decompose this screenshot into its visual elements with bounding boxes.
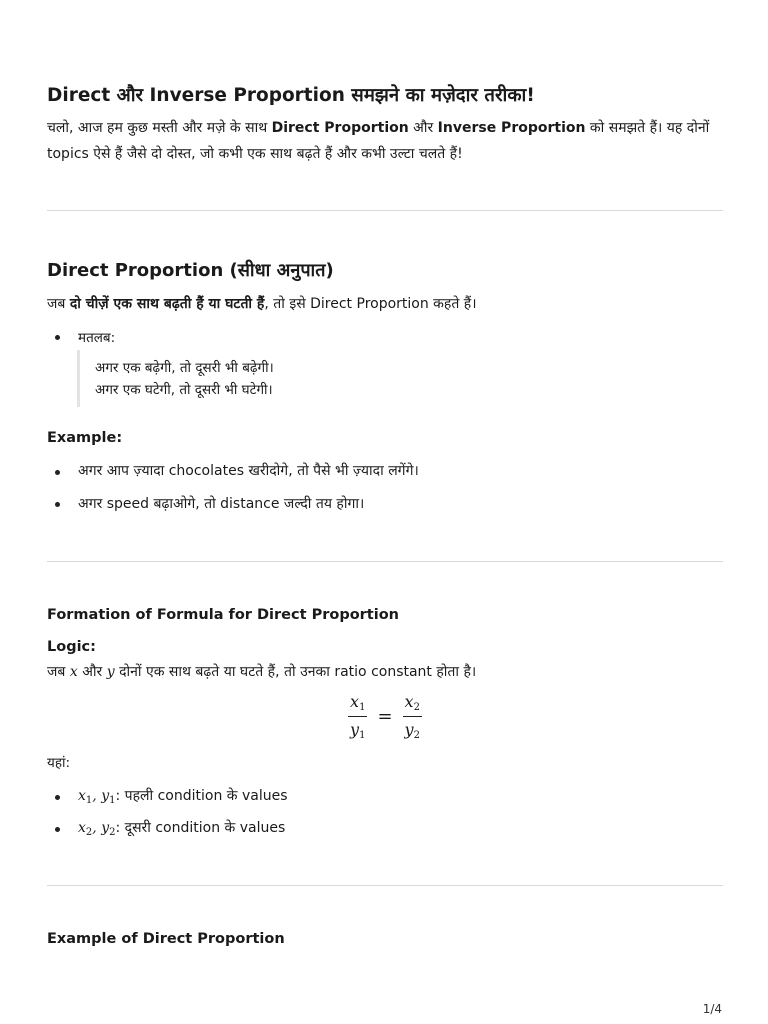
logic-label: Logic: [47, 639, 96, 655]
meaning-label: मतलब: [78, 330, 116, 346]
condition-item-2: $x_2$, $y_2$: दूसरी condition के values [78, 820, 286, 838]
bullet-dot [55, 335, 60, 340]
direct-definition: जब दो चीज़ें एक साथ बढ़ती हैं या घटती हैं, तो इसे Direct Proportion कहते हैं। [47, 296, 477, 312]
ratio-formula [47, 692, 723, 741]
direct-heading: Direct Proportion (सीधा अनुपात) [47, 260, 334, 281]
bullet-dot [55, 827, 60, 832]
quote-line-2: अगर एक घटेगी, तो दूसरी भी घटेगी। [95, 382, 273, 398]
divider [47, 885, 723, 886]
fraction-2: $\frac{x_2}{y_2}$ [404, 692, 420, 741]
page-number: 1/4 [702, 1002, 722, 1016]
logic-text: जब x और y दोनों एक साथ बढ़ते या घटते हैं, तो उनका ratio constant होता है। [47, 664, 477, 680]
bullet-dot [55, 502, 60, 507]
divider [47, 561, 723, 562]
fraction-1: $\frac{x_1}{y_1}$ [350, 692, 366, 741]
blockquote-bar [77, 350, 80, 407]
formula-heading: Formation of Formula for Direct Proportion [47, 607, 399, 623]
intro-line-1: चलो, आज हम कुछ मस्ती और मज़े के साथ Direct Proportion और Inverse Proportion को समझते हैं। यह दोनों [47, 120, 710, 136]
quote-line-1: अगर एक बढ़ेगी, तो दूसरी भी बढ़ेगी। [95, 360, 274, 376]
example-item-2: अगर speed बढ़ाओगे, तो distance जल्दी तय होगा। [78, 496, 365, 512]
condition-item-1: $x_1$, $y_1$: पहली condition के values [78, 788, 288, 806]
equals-sign: = [377, 706, 393, 727]
bullet-dot [55, 795, 60, 800]
bullet-dot [55, 470, 60, 475]
divider [47, 210, 723, 211]
page-title: Direct और Inverse Proportion समझने का मज़ेदार तरीका! [47, 85, 535, 106]
intro-line-2: topics ऐसे हैं जैसे दो दोस्त, जो कभी एक साथ बढ़ते हैं और कभी उल्टा चलते हैं! [47, 146, 463, 162]
here-label: यहां: [47, 755, 71, 771]
example-item-1: अगर आप ज़्यादा chocolates खरीदोगे, तो पैसे भी ज़्यादा लगेंगे। [78, 463, 419, 479]
example-section-heading: Example of Direct Proportion [47, 931, 285, 947]
example-label: Example: [47, 430, 123, 446]
